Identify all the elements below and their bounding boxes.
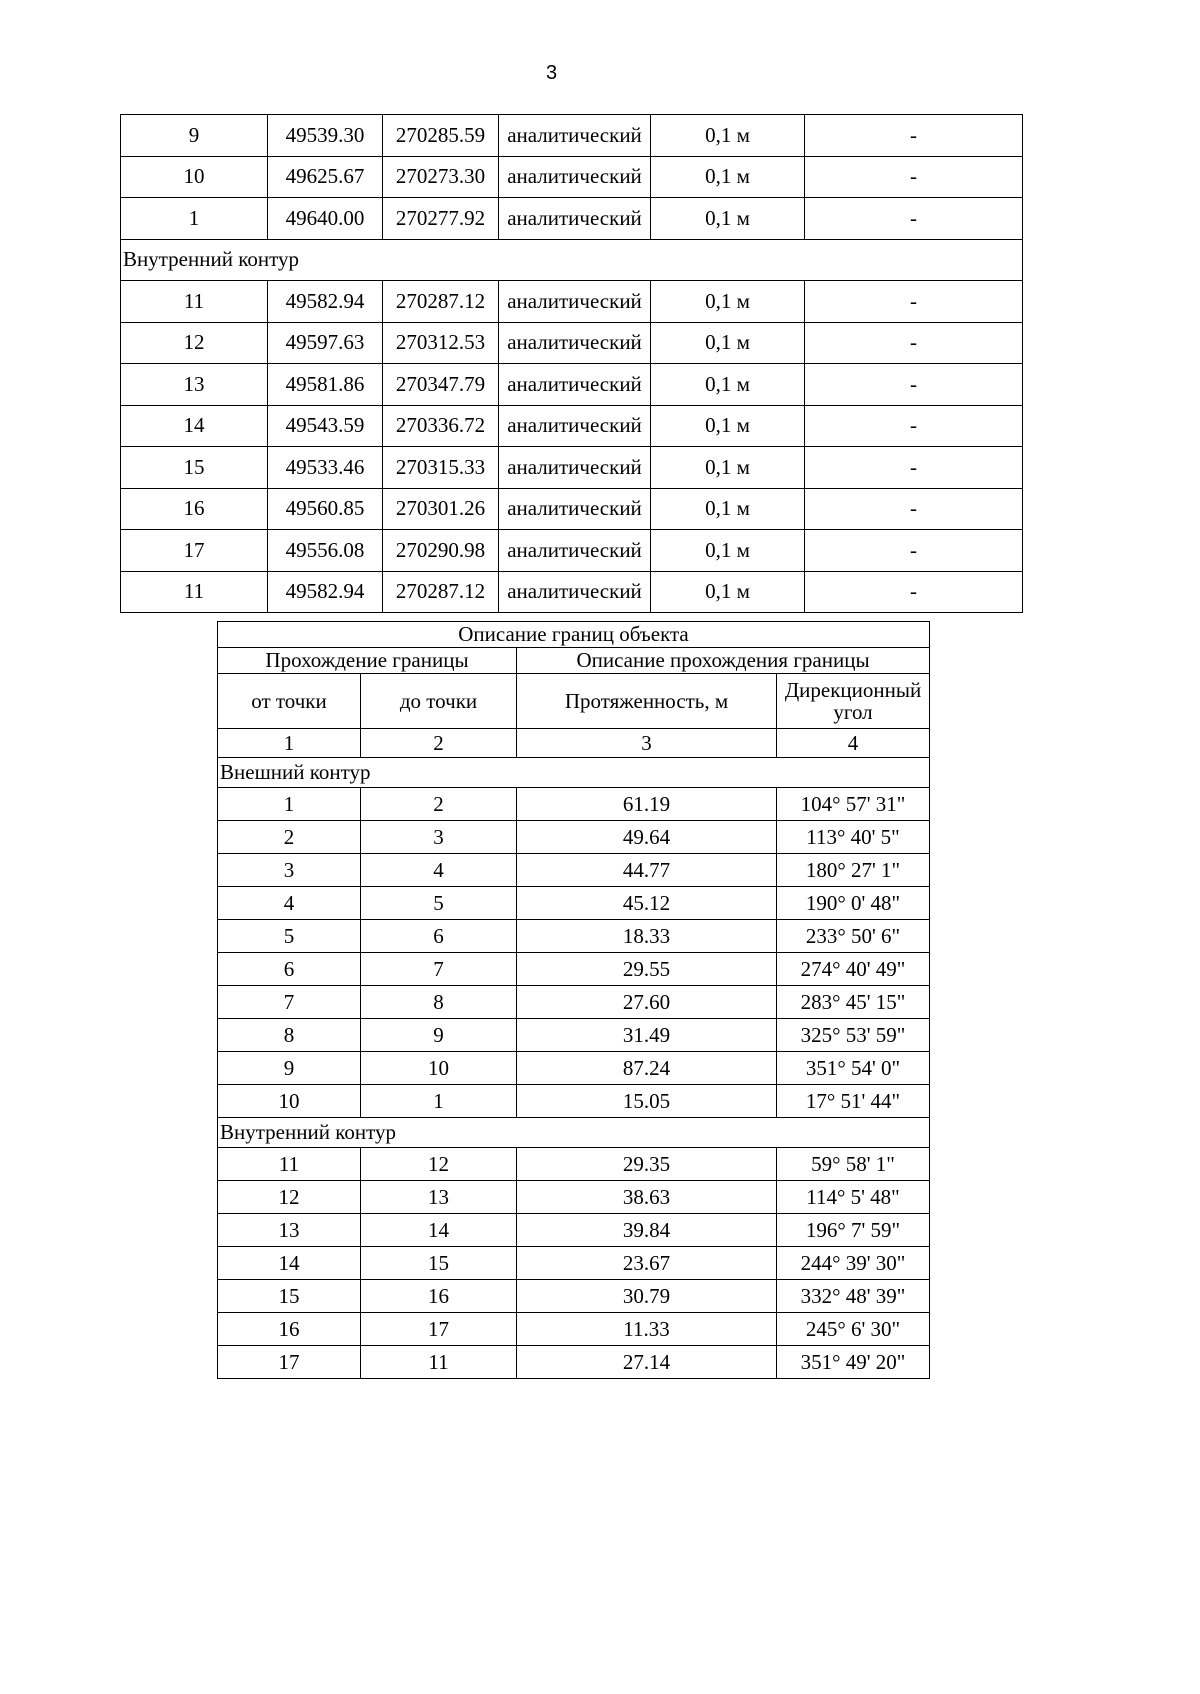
table-row — [121, 322, 1023, 364]
length-cell: 31.49 — [517, 1019, 777, 1052]
method-cell: аналитический — [499, 447, 651, 489]
section-row — [121, 239, 1023, 281]
table-row — [121, 156, 1023, 198]
note-cell: - — [805, 571, 1023, 613]
section-row — [218, 758, 930, 788]
table-row — [121, 115, 1023, 157]
length-cell: 30.79 — [517, 1280, 777, 1313]
from-point-cell: 17 — [218, 1346, 361, 1379]
note-cell: - — [805, 281, 1023, 323]
x-coordinate-cell: 49625.67 — [268, 156, 383, 198]
group-header-row — [218, 648, 930, 674]
table-row — [218, 1181, 930, 1214]
column-number: 4 — [777, 729, 930, 758]
y-coordinate-cell: 270336.72 — [383, 405, 499, 447]
x-coordinate-cell: 49539.30 — [268, 115, 383, 157]
method-cell: аналитический — [499, 530, 651, 572]
boundary-description-table — [217, 621, 930, 1379]
direction-angle-cell: 113° 40' 5" — [777, 821, 930, 854]
table-row — [121, 571, 1023, 613]
x-coordinate-cell: 49640.00 — [268, 198, 383, 240]
to-point-cell: 5 — [361, 887, 517, 920]
note-cell: - — [805, 115, 1023, 157]
header-direction-angle: Дирекционный угол — [777, 674, 930, 729]
table-row — [218, 1052, 930, 1085]
header-length: Протяженность, м — [517, 674, 777, 729]
direction-angle-cell: 196° 7' 59" — [777, 1214, 930, 1247]
length-cell: 49.64 — [517, 821, 777, 854]
direction-angle-cell: 351° 54' 0" — [777, 1052, 930, 1085]
to-point-cell: 13 — [361, 1181, 517, 1214]
section-row — [218, 1118, 930, 1148]
note-cell: - — [805, 405, 1023, 447]
direction-angle-cell: 17° 51' 44" — [777, 1085, 930, 1118]
header-boundary-passage: Прохождение границы — [218, 648, 517, 674]
column-number: 2 — [361, 729, 517, 758]
accuracy-cell: 0,1 м — [651, 571, 805, 613]
accuracy-cell: 0,1 м — [651, 405, 805, 447]
table-row — [218, 788, 930, 821]
note-cell: - — [805, 530, 1023, 572]
point-number-cell: 16 — [121, 488, 268, 530]
y-coordinate-cell: 270315.33 — [383, 447, 499, 489]
from-point-cell: 5 — [218, 920, 361, 953]
y-coordinate-cell: 270290.98 — [383, 530, 499, 572]
direction-angle-cell: 283° 45' 15" — [777, 986, 930, 1019]
table-row — [121, 530, 1023, 572]
y-coordinate-cell: 270287.12 — [383, 281, 499, 323]
direction-angle-cell: 244° 39' 30" — [777, 1247, 930, 1280]
y-coordinate-cell: 270312.53 — [383, 322, 499, 364]
table-row — [121, 405, 1023, 447]
length-cell: 15.05 — [517, 1085, 777, 1118]
coordinates-table — [120, 114, 1023, 613]
point-number-cell: 11 — [121, 281, 268, 323]
length-cell: 87.24 — [517, 1052, 777, 1085]
length-cell: 45.12 — [517, 887, 777, 920]
method-cell: аналитический — [499, 115, 651, 157]
length-cell: 11.33 — [517, 1313, 777, 1346]
to-point-cell: 2 — [361, 788, 517, 821]
to-point-cell: 8 — [361, 986, 517, 1019]
table-row — [121, 198, 1023, 240]
y-coordinate-cell: 270301.26 — [383, 488, 499, 530]
x-coordinate-cell: 49533.46 — [268, 447, 383, 489]
x-coordinate-cell: 49556.08 — [268, 530, 383, 572]
table-row — [218, 1247, 930, 1280]
accuracy-cell: 0,1 м — [651, 115, 805, 157]
method-cell: аналитический — [499, 322, 651, 364]
accuracy-cell: 0,1 м — [651, 488, 805, 530]
to-point-cell: 14 — [361, 1214, 517, 1247]
point-number-cell: 17 — [121, 530, 268, 572]
direction-angle-cell: 325° 53' 59" — [777, 1019, 930, 1052]
section-label: Внутренний контур — [121, 239, 1023, 281]
table-row — [121, 281, 1023, 323]
point-number-cell: 10 — [121, 156, 268, 198]
point-number-cell: 1 — [121, 198, 268, 240]
direction-angle-cell: 104° 57' 31" — [777, 788, 930, 821]
y-coordinate-cell: 270285.59 — [383, 115, 499, 157]
from-point-cell: 1 — [218, 788, 361, 821]
method-cell: аналитический — [499, 364, 651, 406]
table-row — [121, 364, 1023, 406]
to-point-cell: 11 — [361, 1346, 517, 1379]
method-cell: аналитический — [499, 281, 651, 323]
from-point-cell: 8 — [218, 1019, 361, 1052]
length-cell: 61.19 — [517, 788, 777, 821]
x-coordinate-cell: 49560.85 — [268, 488, 383, 530]
from-point-cell: 16 — [218, 1313, 361, 1346]
from-point-cell: 14 — [218, 1247, 361, 1280]
to-point-cell: 9 — [361, 1019, 517, 1052]
table-row — [218, 986, 930, 1019]
table-row — [121, 488, 1023, 530]
direction-angle-cell: 114° 5' 48" — [777, 1181, 930, 1214]
note-cell: - — [805, 447, 1023, 489]
length-cell: 39.84 — [517, 1214, 777, 1247]
note-cell: - — [805, 364, 1023, 406]
table-row — [218, 1346, 930, 1379]
length-cell: 27.60 — [517, 986, 777, 1019]
y-coordinate-cell: 270347.79 — [383, 364, 499, 406]
length-cell: 27.14 — [517, 1346, 777, 1379]
column-number: 3 — [517, 729, 777, 758]
point-number-cell: 13 — [121, 364, 268, 406]
table-row — [218, 887, 930, 920]
accuracy-cell: 0,1 м — [651, 281, 805, 323]
table-row — [218, 953, 930, 986]
length-cell: 29.55 — [517, 953, 777, 986]
note-cell: - — [805, 488, 1023, 530]
accuracy-cell: 0,1 м — [651, 322, 805, 364]
from-point-cell: 12 — [218, 1181, 361, 1214]
length-cell: 29.35 — [517, 1148, 777, 1181]
method-cell: аналитический — [499, 156, 651, 198]
from-point-cell: 13 — [218, 1214, 361, 1247]
to-point-cell: 15 — [361, 1247, 517, 1280]
section-label: Внешний контур — [218, 758, 930, 788]
direction-angle-cell: 245° 6' 30" — [777, 1313, 930, 1346]
section-label: Внутренний контур — [218, 1118, 930, 1148]
table-title: Описание границ объекта — [218, 622, 930, 648]
to-point-cell: 16 — [361, 1280, 517, 1313]
table-title-row — [218, 622, 930, 648]
table-row — [218, 1313, 930, 1346]
method-cell: аналитический — [499, 488, 651, 530]
table-row — [218, 1214, 930, 1247]
to-point-cell: 1 — [361, 1085, 517, 1118]
direction-angle-cell: 180° 27' 1" — [777, 854, 930, 887]
table-row — [218, 821, 930, 854]
to-point-cell: 4 — [361, 854, 517, 887]
method-cell: аналитический — [499, 405, 651, 447]
column-number: 1 — [218, 729, 361, 758]
note-cell: - — [805, 156, 1023, 198]
note-cell: - — [805, 322, 1023, 364]
header-to-point: до точки — [361, 674, 517, 729]
x-coordinate-cell: 49582.94 — [268, 281, 383, 323]
to-point-cell: 10 — [361, 1052, 517, 1085]
y-coordinate-cell: 270277.92 — [383, 198, 499, 240]
to-point-cell: 6 — [361, 920, 517, 953]
accuracy-cell: 0,1 м — [651, 364, 805, 406]
from-point-cell: 6 — [218, 953, 361, 986]
to-point-cell: 7 — [361, 953, 517, 986]
x-coordinate-cell: 49597.63 — [268, 322, 383, 364]
accuracy-cell: 0,1 м — [651, 530, 805, 572]
direction-angle-cell: 59° 58' 1" — [777, 1148, 930, 1181]
length-cell: 44.77 — [517, 854, 777, 887]
point-number-cell: 15 — [121, 447, 268, 489]
direction-angle-cell: 274° 40' 49" — [777, 953, 930, 986]
from-point-cell: 4 — [218, 887, 361, 920]
table-row — [121, 447, 1023, 489]
to-point-cell: 17 — [361, 1313, 517, 1346]
table-row — [218, 854, 930, 887]
header-passage-description: Описание прохождения границы — [517, 648, 930, 674]
direction-angle-cell: 233° 50' 6" — [777, 920, 930, 953]
direction-angle-cell: 351° 49' 20" — [777, 1346, 930, 1379]
direction-angle-cell: 190° 0' 48" — [777, 887, 930, 920]
from-point-cell: 9 — [218, 1052, 361, 1085]
page-number: 3 — [545, 62, 558, 84]
to-point-cell: 12 — [361, 1148, 517, 1181]
header-from-point: от точки — [218, 674, 361, 729]
y-coordinate-cell: 270287.12 — [383, 571, 499, 613]
x-coordinate-cell: 49582.94 — [268, 571, 383, 613]
table-row — [218, 1085, 930, 1118]
from-point-cell: 15 — [218, 1280, 361, 1313]
table-row — [218, 1148, 930, 1181]
column-header-row — [218, 674, 930, 729]
point-number-cell: 9 — [121, 115, 268, 157]
accuracy-cell: 0,1 м — [651, 447, 805, 489]
accuracy-cell: 0,1 м — [651, 156, 805, 198]
point-number-cell: 11 — [121, 571, 268, 613]
note-cell: - — [805, 198, 1023, 240]
point-number-cell: 14 — [121, 405, 268, 447]
point-number-cell: 12 — [121, 322, 268, 364]
table-row — [218, 1280, 930, 1313]
method-cell: аналитический — [499, 198, 651, 240]
from-point-cell: 2 — [218, 821, 361, 854]
from-point-cell: 11 — [218, 1148, 361, 1181]
from-point-cell: 7 — [218, 986, 361, 1019]
length-cell: 23.67 — [517, 1247, 777, 1280]
to-point-cell: 3 — [361, 821, 517, 854]
direction-angle-cell: 332° 48' 39" — [777, 1280, 930, 1313]
x-coordinate-cell: 49543.59 — [268, 405, 383, 447]
column-number-row — [218, 729, 930, 758]
from-point-cell: 10 — [218, 1085, 361, 1118]
method-cell: аналитический — [499, 571, 651, 613]
length-cell: 38.63 — [517, 1181, 777, 1214]
x-coordinate-cell: 49581.86 — [268, 364, 383, 406]
table-row — [218, 1019, 930, 1052]
accuracy-cell: 0,1 м — [651, 198, 805, 240]
length-cell: 18.33 — [517, 920, 777, 953]
table-row — [218, 920, 930, 953]
y-coordinate-cell: 270273.30 — [383, 156, 499, 198]
from-point-cell: 3 — [218, 854, 361, 887]
